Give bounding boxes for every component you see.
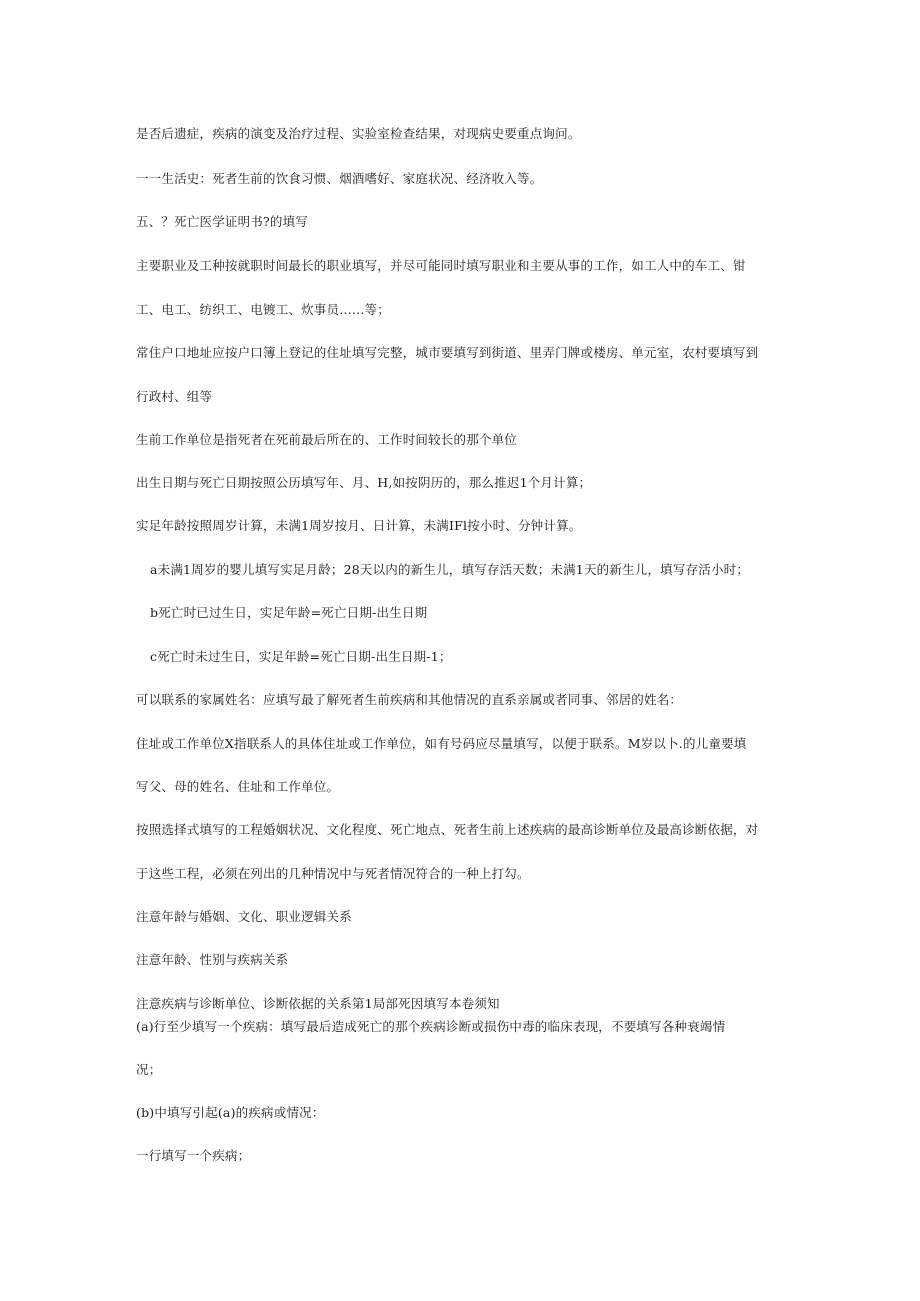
text-line: (a)行至少填写一个疾病：填写最后造成死亡的那个疾病诊断或损伤中毒的临床表现，不要填写各种衰竭情 [136, 1019, 726, 1034]
text-line: b死亡时已过生日，实足年龄=死亡日期-出生日期 [150, 605, 428, 620]
text-line: (b)中填写引起(a)的疾病或情况： [136, 1105, 325, 1120]
text-line: 写父、母的姓名、住址和工作单位。 [136, 779, 340, 794]
text-line: 注意年龄与婚姻、文化、职业逻辑关系 [136, 909, 352, 924]
text-line: 生前工作单位是指死者在死前最后所在的、工作时间较长的那个单位 [136, 432, 518, 447]
text-line: 可以联系的家属姓名：应填写最了解死者生前疾病和其他情况的直系亲属或者同事、邻居的姓名： [136, 692, 683, 707]
text-line: 注意疾病与诊断单位、诊断依据的关系第1局部死因填写本卷须知 [136, 996, 500, 1011]
text-line: 实足年龄按照周岁计算，未满1周岁按月、日计算，未满IFl按小时、分钟计算。 [136, 518, 582, 533]
section-heading: 五、？死亡医学证明书?的填写 [136, 214, 309, 229]
text-line: 工、电工、纺织工、电镀工、炊事员……等； [136, 302, 391, 317]
text-line: 于这些工程，必须在列出的几种情况中与死者情况符合的一种上打勾。 [136, 866, 530, 881]
text-line: a未满1周岁的婴儿填写实足月龄；28天以内的新生儿，填写存活天数；未满1天的新生儿，填写存活小时； [150, 562, 750, 577]
text-line: c死亡时未过生日，实足年龄=死亡日期-出生日期-1； [150, 649, 452, 664]
text-line: 按照选择式填写的工程婚姻状况、文化程度、死亡地点、死者生前上述疾病的最高诊断单位及最高诊断依据，对 [136, 822, 759, 837]
text-line: 一一生活史：死者生前的饮食习惯、烟酒嗜好、家庭状况、经济收入等。 [136, 171, 543, 186]
text-line: 注意年龄、性别与疾病关系 [136, 952, 289, 967]
text-line: 况； [136, 1062, 162, 1077]
text-line: 出生日期与死亡日期按照公历填写年、月、H,如按阴历的，那么推迟1个月计算； [136, 475, 592, 490]
text-line: 是否后遗症，疾病的演变及治疗过程、实验室检查结果，对现病史要重点询问。 [136, 126, 581, 141]
text-line: 行政村、组等 [136, 389, 213, 404]
text-line: 一行填写一个疾病； [136, 1148, 251, 1163]
text-line: 主要职业及工种按就职时间最长的职业填写，并尽可能同时填写职业和主要从事的工作，如工人中的车工、钳 [136, 258, 746, 273]
text-line: 常住户口地址应按户口簿上登记的住址填写完整，城市要填写到街道、里弄门牌或楼房、单元室，农村要填写到 [136, 345, 759, 360]
text-line: 住址或工作单位X指联系人的具体住址或工作单位，如有号码应尽量填写，以便于联系。M岁以卜.的儿童要填 [136, 736, 747, 751]
